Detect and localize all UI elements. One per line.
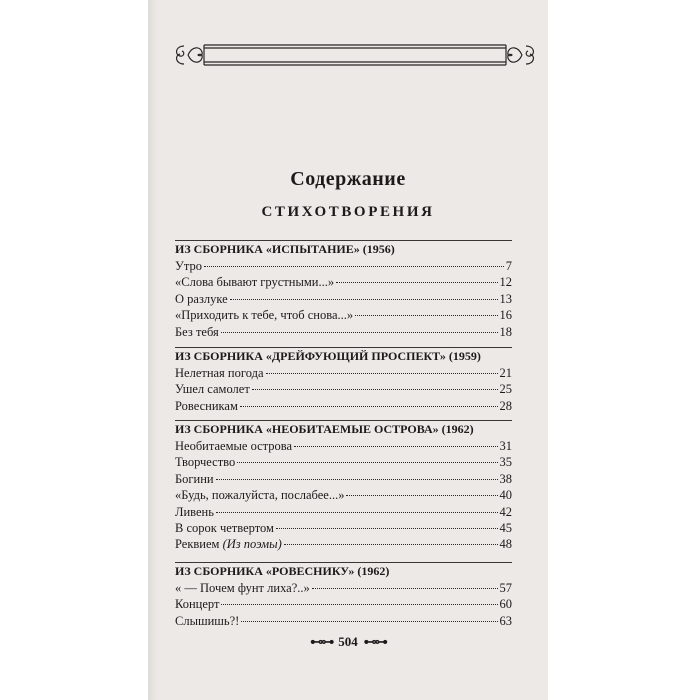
entry-title: Ровесникам — [175, 398, 238, 413]
toc-entry[interactable] — [175, 504, 512, 520]
toc-entry[interactable] — [175, 536, 512, 552]
leader-dots — [221, 604, 497, 605]
entry-page-number: 35 — [499, 455, 512, 470]
leader-dots — [241, 621, 497, 622]
entry-page-number: 42 — [499, 504, 512, 519]
entry-page-number: 7 — [505, 259, 512, 273]
leader-dots — [266, 373, 498, 374]
toc-entry[interactable] — [175, 381, 512, 397]
toc-section — [175, 240, 512, 340]
entry-title: Без тебя — [175, 324, 219, 339]
toc-entry[interactable] — [175, 613, 512, 629]
toc-entry[interactable] — [175, 291, 512, 307]
toc-entry[interactable] — [175, 258, 512, 274]
leader-dots — [284, 544, 498, 545]
toc-entry[interactable] — [175, 365, 512, 381]
subtitle-text: СТИХОТВОРЕНИЯ — [261, 204, 435, 220]
entry-page-number: 48 — [499, 537, 512, 552]
entry-note: (Из поэмы) — [222, 537, 282, 552]
toc-entry[interactable] — [175, 471, 512, 487]
page-number: 504 — [338, 634, 358, 649]
collection-title: ИЗ СБОРНИКА «НЕОБИТАЕМЫЕ ОСТРОВА» (1962) — [175, 422, 474, 436]
entry-title: Реквием (Из поэмы) — [175, 537, 282, 552]
entry-title: Ушел самолет — [175, 382, 250, 397]
entry-title: Необитаемые острова — [175, 439, 293, 453]
entry-page-number: 38 — [499, 471, 512, 486]
entry-page-number: 31 — [499, 439, 512, 453]
entry-title: Нелетная погода — [175, 366, 264, 380]
entry-page-number: 57 — [499, 581, 512, 595]
section-heading — [148, 204, 548, 221]
entry-title: В сорок четвертом — [175, 520, 274, 535]
entry-title: Слышишь?! — [175, 613, 240, 628]
entry-page-number: 63 — [499, 613, 512, 628]
toc-entry[interactable] — [175, 596, 512, 612]
leader-dots — [276, 528, 498, 529]
entry-page-number: 45 — [499, 520, 512, 535]
page-footer — [148, 634, 548, 650]
leader-dots — [237, 462, 497, 463]
toc-entry[interactable] — [175, 274, 512, 290]
entry-title: «Будь, пожалуйста, послабее...» — [175, 488, 345, 503]
toc-entry[interactable] — [175, 324, 512, 340]
page-shadow — [148, 0, 158, 700]
entry-page-number: 40 — [499, 488, 512, 503]
header-ornament — [170, 40, 540, 70]
entry-title: « — Почем фунт лиха?..» — [175, 581, 310, 595]
entry-page-number: 21 — [499, 366, 512, 380]
leader-dots — [221, 332, 498, 333]
toc-entry[interactable] — [175, 487, 512, 503]
leader-dots — [294, 446, 497, 447]
toc-entry[interactable] — [175, 307, 512, 323]
leader-dots — [355, 315, 497, 316]
leader-dots — [346, 495, 497, 496]
leader-dots — [216, 512, 498, 513]
entry-title: «Приходить к тебе, чтоб снова...» — [175, 308, 354, 323]
leader-dots — [240, 406, 498, 407]
entry-title: О разлуке — [175, 291, 228, 306]
entry-title: Концерт — [175, 597, 220, 612]
entry-page-number: 28 — [499, 398, 512, 413]
entry-title: Ливень — [175, 504, 214, 519]
toc-section — [175, 562, 512, 629]
entry-page-number: 60 — [499, 597, 512, 612]
leader-dots — [252, 389, 498, 390]
entry-title: Богини — [175, 471, 214, 486]
toc-entry[interactable] — [175, 438, 512, 454]
entry-title: Творчество — [175, 455, 236, 470]
page-title: Содержание — [290, 168, 406, 190]
entry-page-number: 18 — [499, 324, 512, 339]
toc-section — [175, 347, 512, 414]
collection-title: ИЗ СБОРНИКА «ИСПЫТАНИЕ» (1956) — [175, 242, 395, 256]
leader-dots — [230, 299, 498, 300]
toc-entry[interactable] — [175, 580, 512, 596]
leader-dots — [312, 588, 498, 589]
toc-entry[interactable] — [175, 520, 512, 536]
entry-page-number: 25 — [499, 382, 512, 397]
leader-dots — [204, 266, 504, 267]
collection-title: ИЗ СБОРНИКА «ДРЕЙФУЮЩИЙ ПРОСПЕКТ» (1959) — [175, 349, 481, 363]
entry-title: Утро — [175, 259, 202, 273]
toc-section — [175, 420, 512, 553]
collection-title: ИЗ СБОРНИКА «РОВЕСНИКУ» (1962) — [175, 564, 390, 578]
entry-title: «Слова бывают грустными...» — [175, 275, 335, 290]
entry-page-number: 13 — [499, 291, 512, 306]
toc-entry[interactable] — [175, 454, 512, 470]
entry-page-number: 12 — [499, 275, 512, 290]
toc-entry[interactable] — [175, 398, 512, 414]
leader-dots — [216, 479, 498, 480]
footer-ornament-left: ⊷⊶ — [310, 634, 333, 649]
footer-ornament-right: ⊷⊶ — [363, 634, 386, 649]
leader-dots — [336, 282, 497, 283]
entry-page-number: 16 — [499, 308, 512, 323]
